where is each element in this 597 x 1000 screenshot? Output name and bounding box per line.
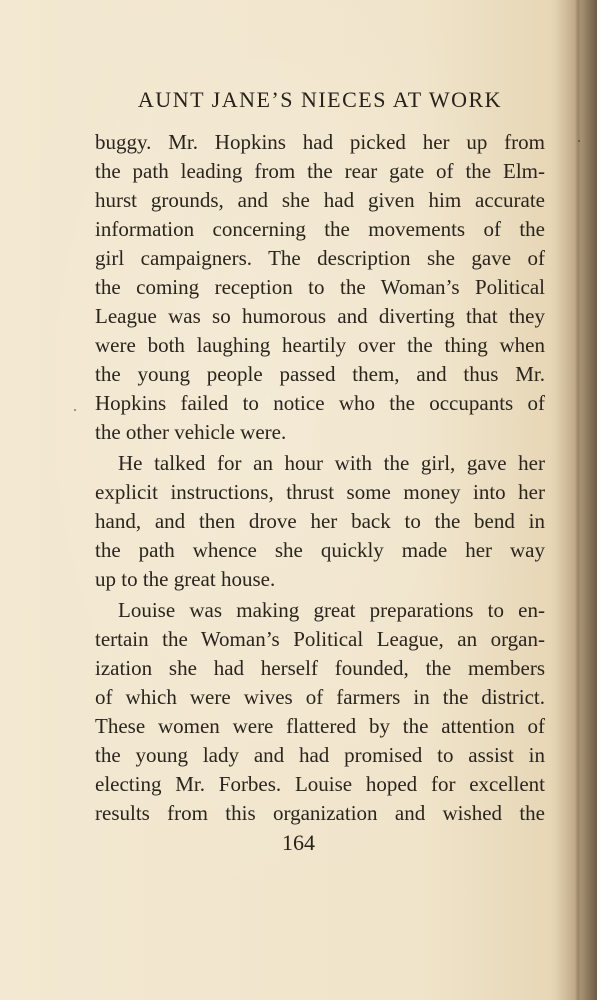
body-line-7: League was so humorous and diverting that they xyxy=(95,304,545,328)
body-line-1: buggy. Mr. Hopkins had picked her up from xyxy=(95,130,545,154)
body-line-15: the path whence she quickly made her way xyxy=(95,538,545,562)
body-line-10: Hopkins failed to notice who the occupants of xyxy=(95,391,545,415)
body-line-13: explicit instructions, thrust some money into her xyxy=(95,480,545,504)
body-line-23: electing Mr. Forbes. Louise hoped for excellent xyxy=(95,772,545,796)
body-line-3: hurst grounds, and she had given him accurate xyxy=(95,188,545,212)
body-line-11: the other vehicle were. xyxy=(95,420,287,444)
body-line-6: the coming reception to the Woman’s Political xyxy=(95,275,545,299)
body-line-14: hand, and then drove her back to the bend in xyxy=(95,509,545,533)
body-line-16: up to the great house. xyxy=(95,567,276,591)
page-number: 164 xyxy=(282,830,315,855)
body-line-9: the young people passed them, and thus Mr. xyxy=(95,362,545,386)
body-line-8: were both laughing heartily over the thing when xyxy=(95,333,545,357)
body-line-12: He talked for an hour with the girl, gave her xyxy=(118,451,545,475)
paper-speck xyxy=(74,409,76,411)
body-line-4: information concerning the movements of the xyxy=(95,217,545,241)
body-line-18: tertain the Woman’s Political League, an organ- xyxy=(95,627,545,651)
body-line-5: girl campaigners. The description she gave of xyxy=(95,246,545,270)
body-line-17: Louise was making great preparations to en- xyxy=(118,598,545,622)
body-line-2: the path leading from the rear gate of the Elm- xyxy=(95,159,545,183)
body-line-21: These women were flattered by the attention of xyxy=(95,714,545,738)
body-line-20: of which were wives of farmers in the district. xyxy=(95,685,545,709)
running-header: AUNT JANE’S NIECES AT WORK xyxy=(137,87,503,112)
body-line-22: the young lady and had promised to assist in xyxy=(95,743,545,767)
body-line-24: results from this organization and wished the xyxy=(95,801,545,825)
paper-speck xyxy=(578,140,580,142)
body-line-19: ization she had herself founded, the members xyxy=(95,656,545,680)
